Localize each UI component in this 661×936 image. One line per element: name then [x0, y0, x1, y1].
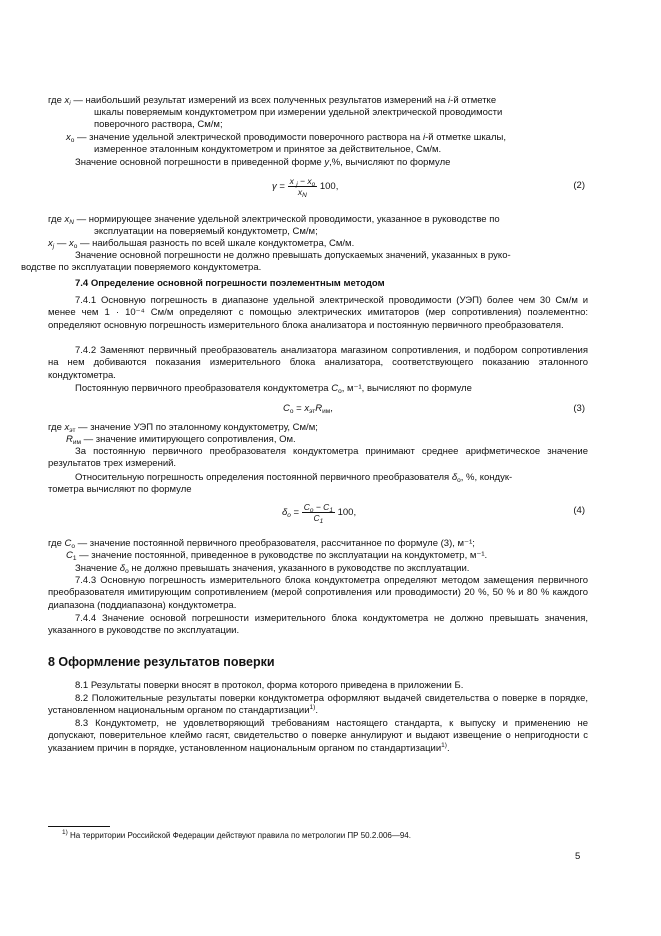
text-line: $x_j$ — $x_о$ — наибольшая разность по всей шкале кондуктометра, См/м. [48, 238, 355, 250]
formula-number: (3) [573, 403, 585, 414]
formula-4: $\delta_о$ = $\frac{C_о - C_1}{C_1}$ 100, [282, 502, 357, 525]
text-line: тометра вычисляют по формуле [48, 484, 192, 495]
paragraph-8-2: 8.2 Положительные результаты поверки кондуктометра оформляют выдачей свидетельства о поверке в порядке, установленном национальным органом по стандартизации$^{1)}$. [48, 693, 588, 717]
text-line: измеренное эталонным кондуктометром и принятое за действительное, См/м. [94, 144, 442, 155]
paragraph-7-4-4: 7.4.4 Значение основой погрешности измерительного блока кондуктометра не должно превышать значения, указанного в руководстве по эксплуатации. [48, 613, 588, 637]
paragraph: Значение основной погрешности не должно превышать допускаемых значений, указанных в руко- водстве по эксплуатации поверяемого кондуктометра. [21, 250, 511, 274]
text-line: поверочного раствора, См/м; [94, 119, 223, 130]
formula-3: $C_о = x_{эт}R_{им}$, [283, 403, 333, 415]
paragraph-8-1: 8.1 Результаты поверки вносят в протокол, форма которого приведена в приложении Б. [75, 680, 464, 691]
formula-2: γ = $\frac{x _j - x_o}{x_N}$ 100, [272, 176, 339, 199]
paragraph-7-4-2: 7.4.2 Заменяют первичный преобразователь анализатора магазином сопротивления, и подбором сопротивления на нем добиваются показания измерительного блока анализатора, соответствующего показанию эталонного кондуктометра. [48, 345, 588, 381]
formula-number: (2) [573, 180, 585, 191]
text-line: Постоянную первичного преобразователя кондуктометра $C_о$, м⁻¹, вычисляют по формуле [75, 383, 472, 395]
section-heading-8: 8 Оформление результатов поверки [48, 655, 275, 669]
text-line: $x_о$ — значение удельной электрической проводимости поверочного раствора на i-й отметке шкалы, [66, 132, 506, 144]
paragraph-7-4-3: 7.4.3 Основную погрешность измерительного блока кондуктометра определяют методом замещения первичного преобразователя имитирующим сопротивлением (мерой сопротивления или проводимости) 20 %, 50 % и 80 % каждого диапазона (поддиапазона) кондуктометра. [48, 575, 588, 611]
text-line: $C_1$ — значение постоянной, приведенное в руководстве по эксплуатации на кондуктометр, м⁻¹. [66, 550, 488, 562]
footnote-divider [48, 826, 110, 827]
text-line: эксплуатации на поверяемый кондуктометр, См/м; [94, 226, 318, 237]
paragraph: За постоянную первичного преобразователя кондуктометра принимают среднее арифметическое значение результатов трех измерений. [48, 446, 588, 470]
paragraph-7-4-1: 7.4.1 Основную погрешность в диапазоне удельной электрической проводимости (УЭП) более чем 30 См/м и менее чем 1 · 10⁻⁴ См/м определяют с помощью электрических имитаторов (мер сопротивления) поэлементно: определяют основную погрешность измерительного блока анализатора и постоянную первичного преобразователя. [48, 295, 588, 331]
text-line: где $x_N$ — нормирующее значение удельной электрической проводимости, указанное в руководстве по [48, 214, 500, 226]
formula-number: (4) [573, 505, 585, 516]
text-line: Относительную погрешность определения постоянной первичного преобразователя $\delta_о$, %, кондук- [75, 472, 513, 484]
text-line: где $x_i$ — наибольший результат измерений из всех полученных результатов измерений на i-й отметке [48, 95, 497, 107]
text-line: $R_{им}$ — значение имитирующего сопротивления, Ом. [66, 434, 296, 446]
text-line: шкалы поверяемым кондуктометром при измерении удельной электрической проводимости [94, 107, 503, 118]
text-line: Значение основной погрешности в приведенной форме y,%, вычисляют по формуле [75, 157, 451, 168]
text-line: где $C_о$ — значение постоянной первичного преобразователя, рассчитанное по формуле (3), м⁻¹; [48, 538, 475, 550]
text-line: где $x_{эт}$ — значение УЭП по эталонному кондуктометру, См/м; [48, 422, 318, 434]
section-heading-7-4: 7.4 Определение основной погрешности поэлементным методом [75, 278, 385, 289]
footnote: $^{1)}$ На территории Российской Федерации действуют правила по метрологии ПР 50.2.006—94. [62, 829, 411, 840]
paragraph-8-3: 8.3 Кондуктометр, не удовлетворяющий требованиям настоящего стандарта, к выпуску и применению не допускают, поверительное клеймо гасят, свидетельство о поверке аннулируют и выдают извещение о непригодности с указанием причин в порядке, установленном национальным органом по стандартизации$^{1)}$. [48, 718, 588, 754]
text-line: Значение $\delta_о$ не должно превышать значения, указанного в руководстве по эксплуатации. [75, 563, 470, 575]
page-number: 5 [575, 851, 581, 862]
